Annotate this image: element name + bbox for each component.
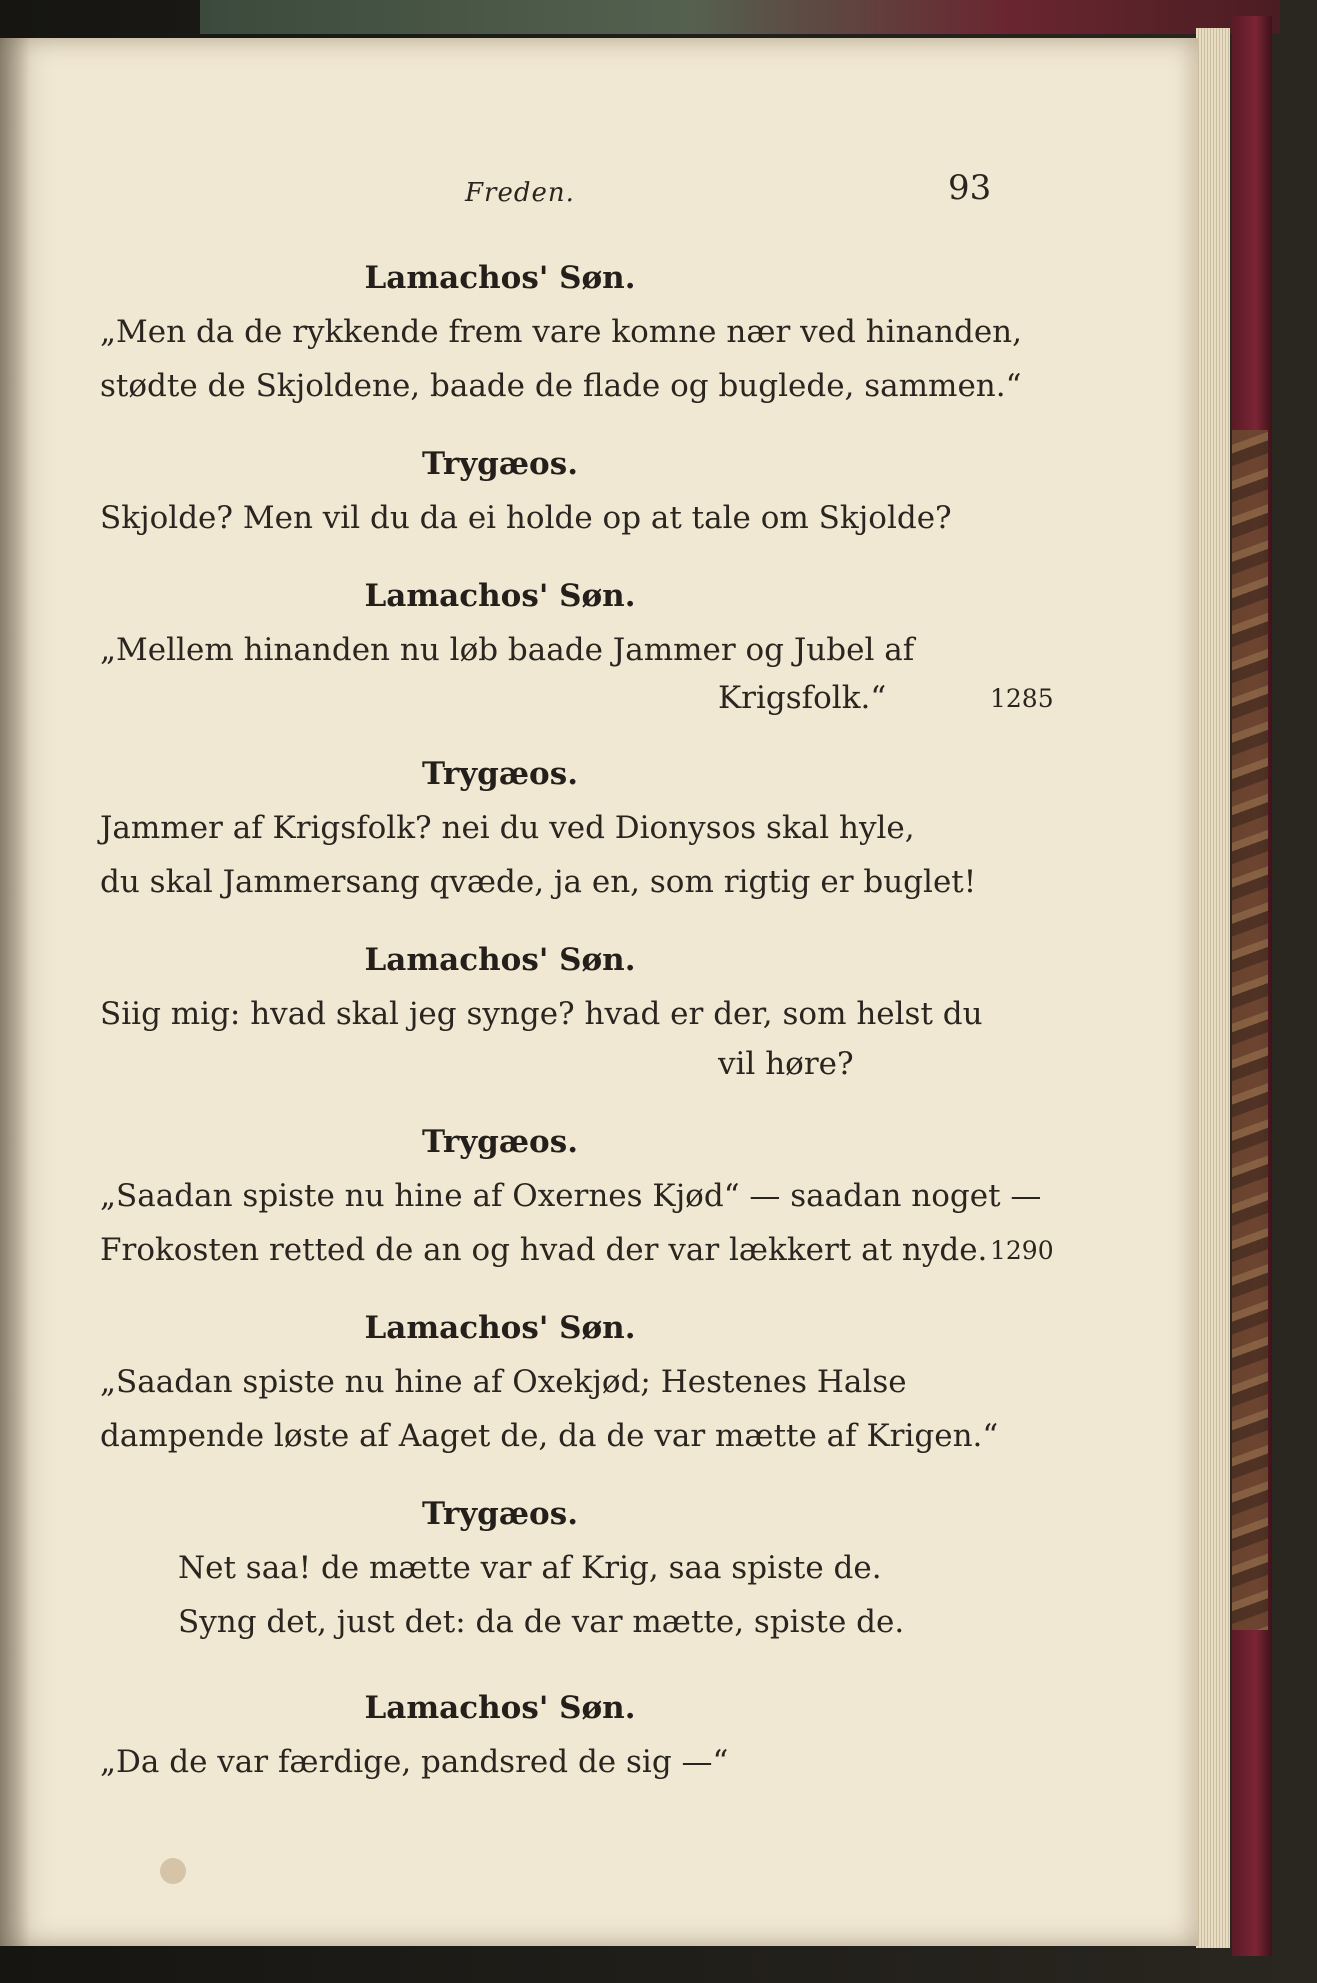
verse-line: „Saadan spiste nu hine af Oxernes Kjød“ — saadan noget — — [100, 1178, 1042, 1214]
line-number: 1285 — [990, 684, 1054, 713]
verse-line: Frokosten retted de an og hvad der var lækkert at nyde. — [100, 1232, 988, 1268]
speaker-heading: Lamachos' Søn. — [364, 1690, 636, 1726]
verse-line: „Saadan spiste nu hine af Oxekjød; Hestenes Halse — [100, 1364, 907, 1400]
verse-line: Syng det, just det: da de var mætte, spiste de. — [178, 1604, 905, 1640]
running-head: Freden. — [465, 178, 575, 208]
verse-line: Jammer af Krigsfolk? nei du ved Dionysos skal hyle, — [100, 810, 915, 846]
verse-line-continuation: Krigsfolk.“ — [718, 680, 887, 716]
verse-line: „Da de var færdige, pandsred de sig —“ — [100, 1744, 729, 1780]
speaker-heading: Trygæos. — [422, 1124, 578, 1160]
verse-line: Skjolde? Men vil du da ei holde op at tale om Skjolde? — [100, 500, 952, 536]
speaker-heading: Lamachos' Søn. — [364, 942, 636, 978]
speaker-heading: Lamachos' Søn. — [364, 260, 636, 296]
page-stack-edge — [1196, 28, 1230, 1948]
speaker-heading: Trygæos. — [422, 1496, 578, 1532]
page-number: 93 — [948, 168, 992, 208]
verse-line: dampende løste af Aaget de, da de var mætte af Krigen.“ — [100, 1418, 999, 1454]
paper-stain — [160, 1858, 186, 1884]
verse-line: „Mellem hinanden nu løb baade Jammer og Jubel af — [100, 632, 915, 668]
verse-line: Siig mig: hvad skal jeg synge? hvad er der, som helst du — [100, 996, 983, 1032]
speaker-heading: Lamachos' Søn. — [364, 1310, 636, 1346]
page — [0, 38, 1198, 1946]
page-gutter-shadow — [0, 38, 30, 1946]
line-number: 1290 — [990, 1236, 1054, 1265]
speaker-heading: Trygæos. — [422, 756, 578, 792]
verse-line: stødte de Skjoldene, baade de flade og buglede, sammen.“ — [100, 368, 1022, 404]
book-cover-top-edge — [200, 0, 1280, 34]
marbled-endpaper — [1232, 430, 1268, 1630]
verse-line-continuation: vil høre? — [718, 1046, 854, 1082]
verse-line: Net saa! de mætte var af Krig, saa spiste de. — [178, 1550, 882, 1586]
verse-line: „Men da de rykkende frem vare komne nær ved hinanden, — [100, 314, 1022, 350]
speaker-heading: Lamachos' Søn. — [364, 578, 636, 614]
verse-line: du skal Jammersang qvæde, ja en, som rigtig er buglet! — [100, 864, 977, 900]
speaker-heading: Trygæos. — [422, 446, 578, 482]
